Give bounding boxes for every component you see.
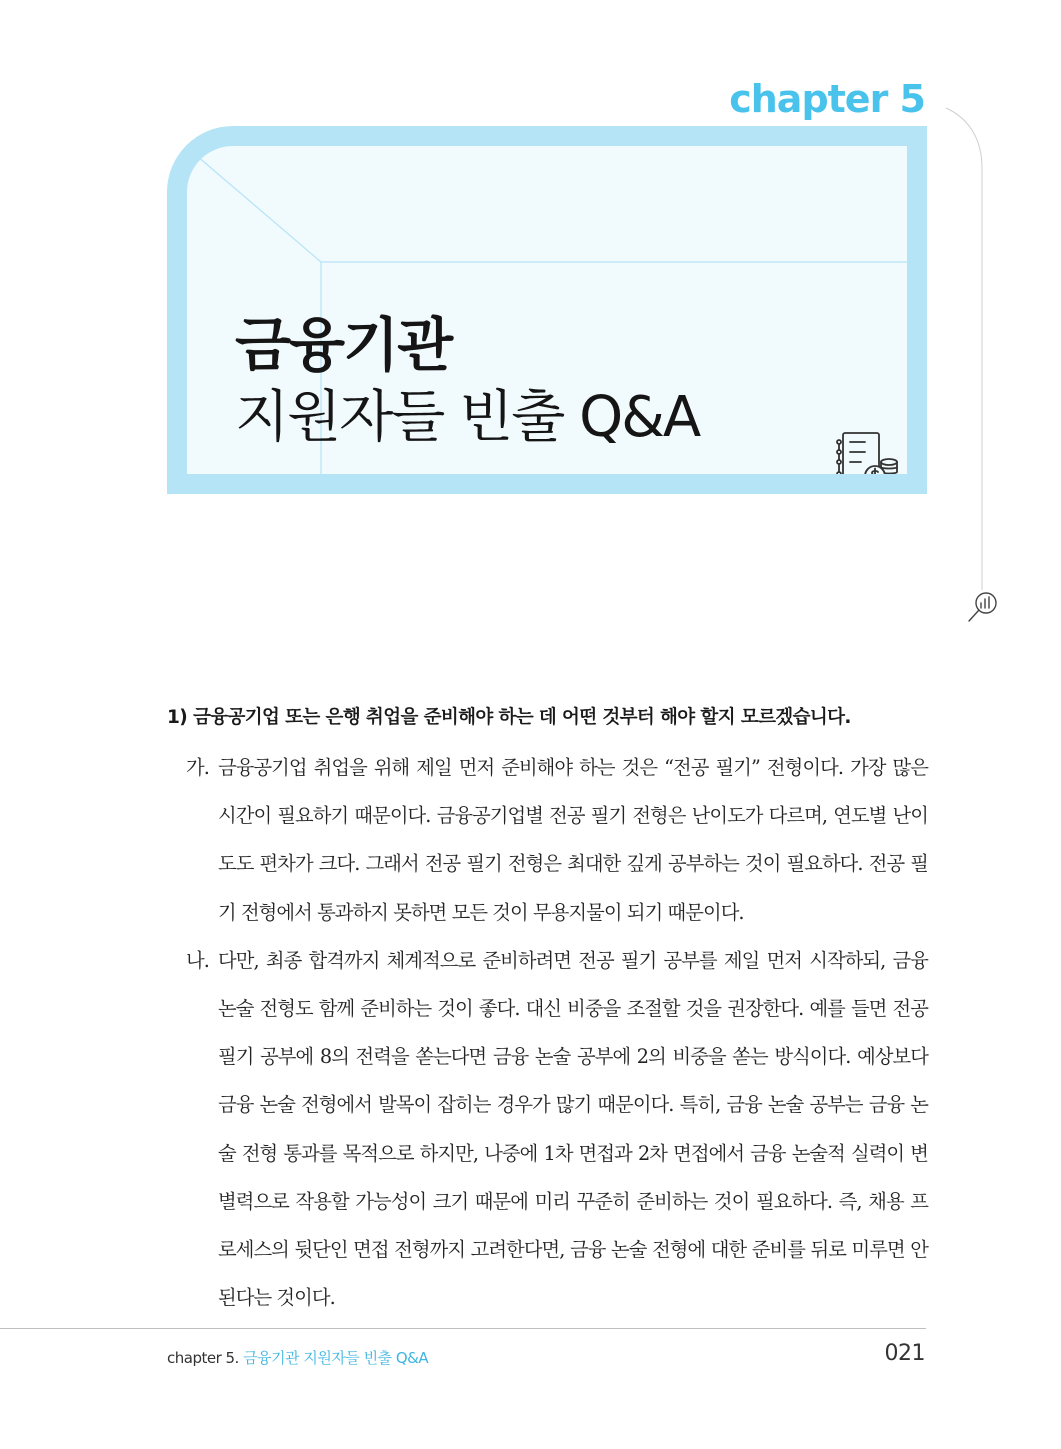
magnifier-chart-icon — [966, 590, 1000, 624]
answer-text: 금융공기업 취업을 위해 제일 먼저 준비해야 하는 것은 “전공 필기” 전형이다. 가장 많은 시간이 필요하기 때문이다. 금융공기업별 전공 필기 전형은 난이도가 다르며, 연도별 난이도도 편차가 크다. 그래서 전공 필기 전형은 최대한 깊게 공부하는 것이 필요하다. 전공 필기 전형에서 통과하지 못하면 모든 것이 무용지물이 되기 때문이다. — [218, 756, 928, 924]
sub-title: 지원자들 빈출 Q&A — [235, 385, 700, 450]
answer-marker: 가. — [186, 756, 209, 779]
answer-item — [186, 937, 928, 1323]
chapter-label: chapter 5 — [729, 77, 925, 121]
answer-list — [186, 744, 928, 1322]
answer-text: 다만, 최종 합격까지 체계적으로 준비하려면 전공 필기 공부를 제일 먼저 시작하되, 금융 논술 전형도 함께 준비하는 것이 좋다. 대신 비중을 조절할 것을 권장한다. 예를 들면 전공 필기 공부에 8의 전력을 쏟는다면 금융 논술 공부에 2의 비중을 쏟는 방식이다. 예상보다 금융 논술 전형에서 발목이 잡히는 경우가 많기 때문이다. 특히, 금융 논술 공부는 금융 논술 전형 통과를 목적으로 하지만, 나중에 1차 면접과 2차 면접에서 금융 논술적 실력이 변별력으로 작용할 가능성이 크기 때문에 미리 꾸준히 준비하는 것이 필요하다. 즉, 채용 프로세스의 뒷단인 면접 전형까지 고려한다면, 금융 논술 전형에 대한 준비를 뒤로 미루면 안 된다는 것이다. — [218, 948, 928, 1310]
title-panel — [187, 146, 907, 474]
footer-divider — [0, 1328, 926, 1329]
answer-item — [186, 744, 928, 937]
page-number: 021 — [884, 1341, 925, 1366]
answer-marker: 나. — [186, 948, 209, 972]
main-title: 금융기관 — [235, 311, 452, 379]
footer-chapter: chapter 5. — [167, 1349, 239, 1367]
question-heading: 1) 금융공기업 또는 은행 취업을 준비해야 하는 데 어떤 것부터 해야 할지 모르겠습니다. — [167, 707, 851, 728]
footer-title: 금융기관 지원자들 빈출 Q&A — [243, 1349, 429, 1367]
running-footer — [167, 1347, 428, 1368]
finance-document-coins-icon — [835, 430, 899, 474]
title-box — [167, 126, 927, 494]
